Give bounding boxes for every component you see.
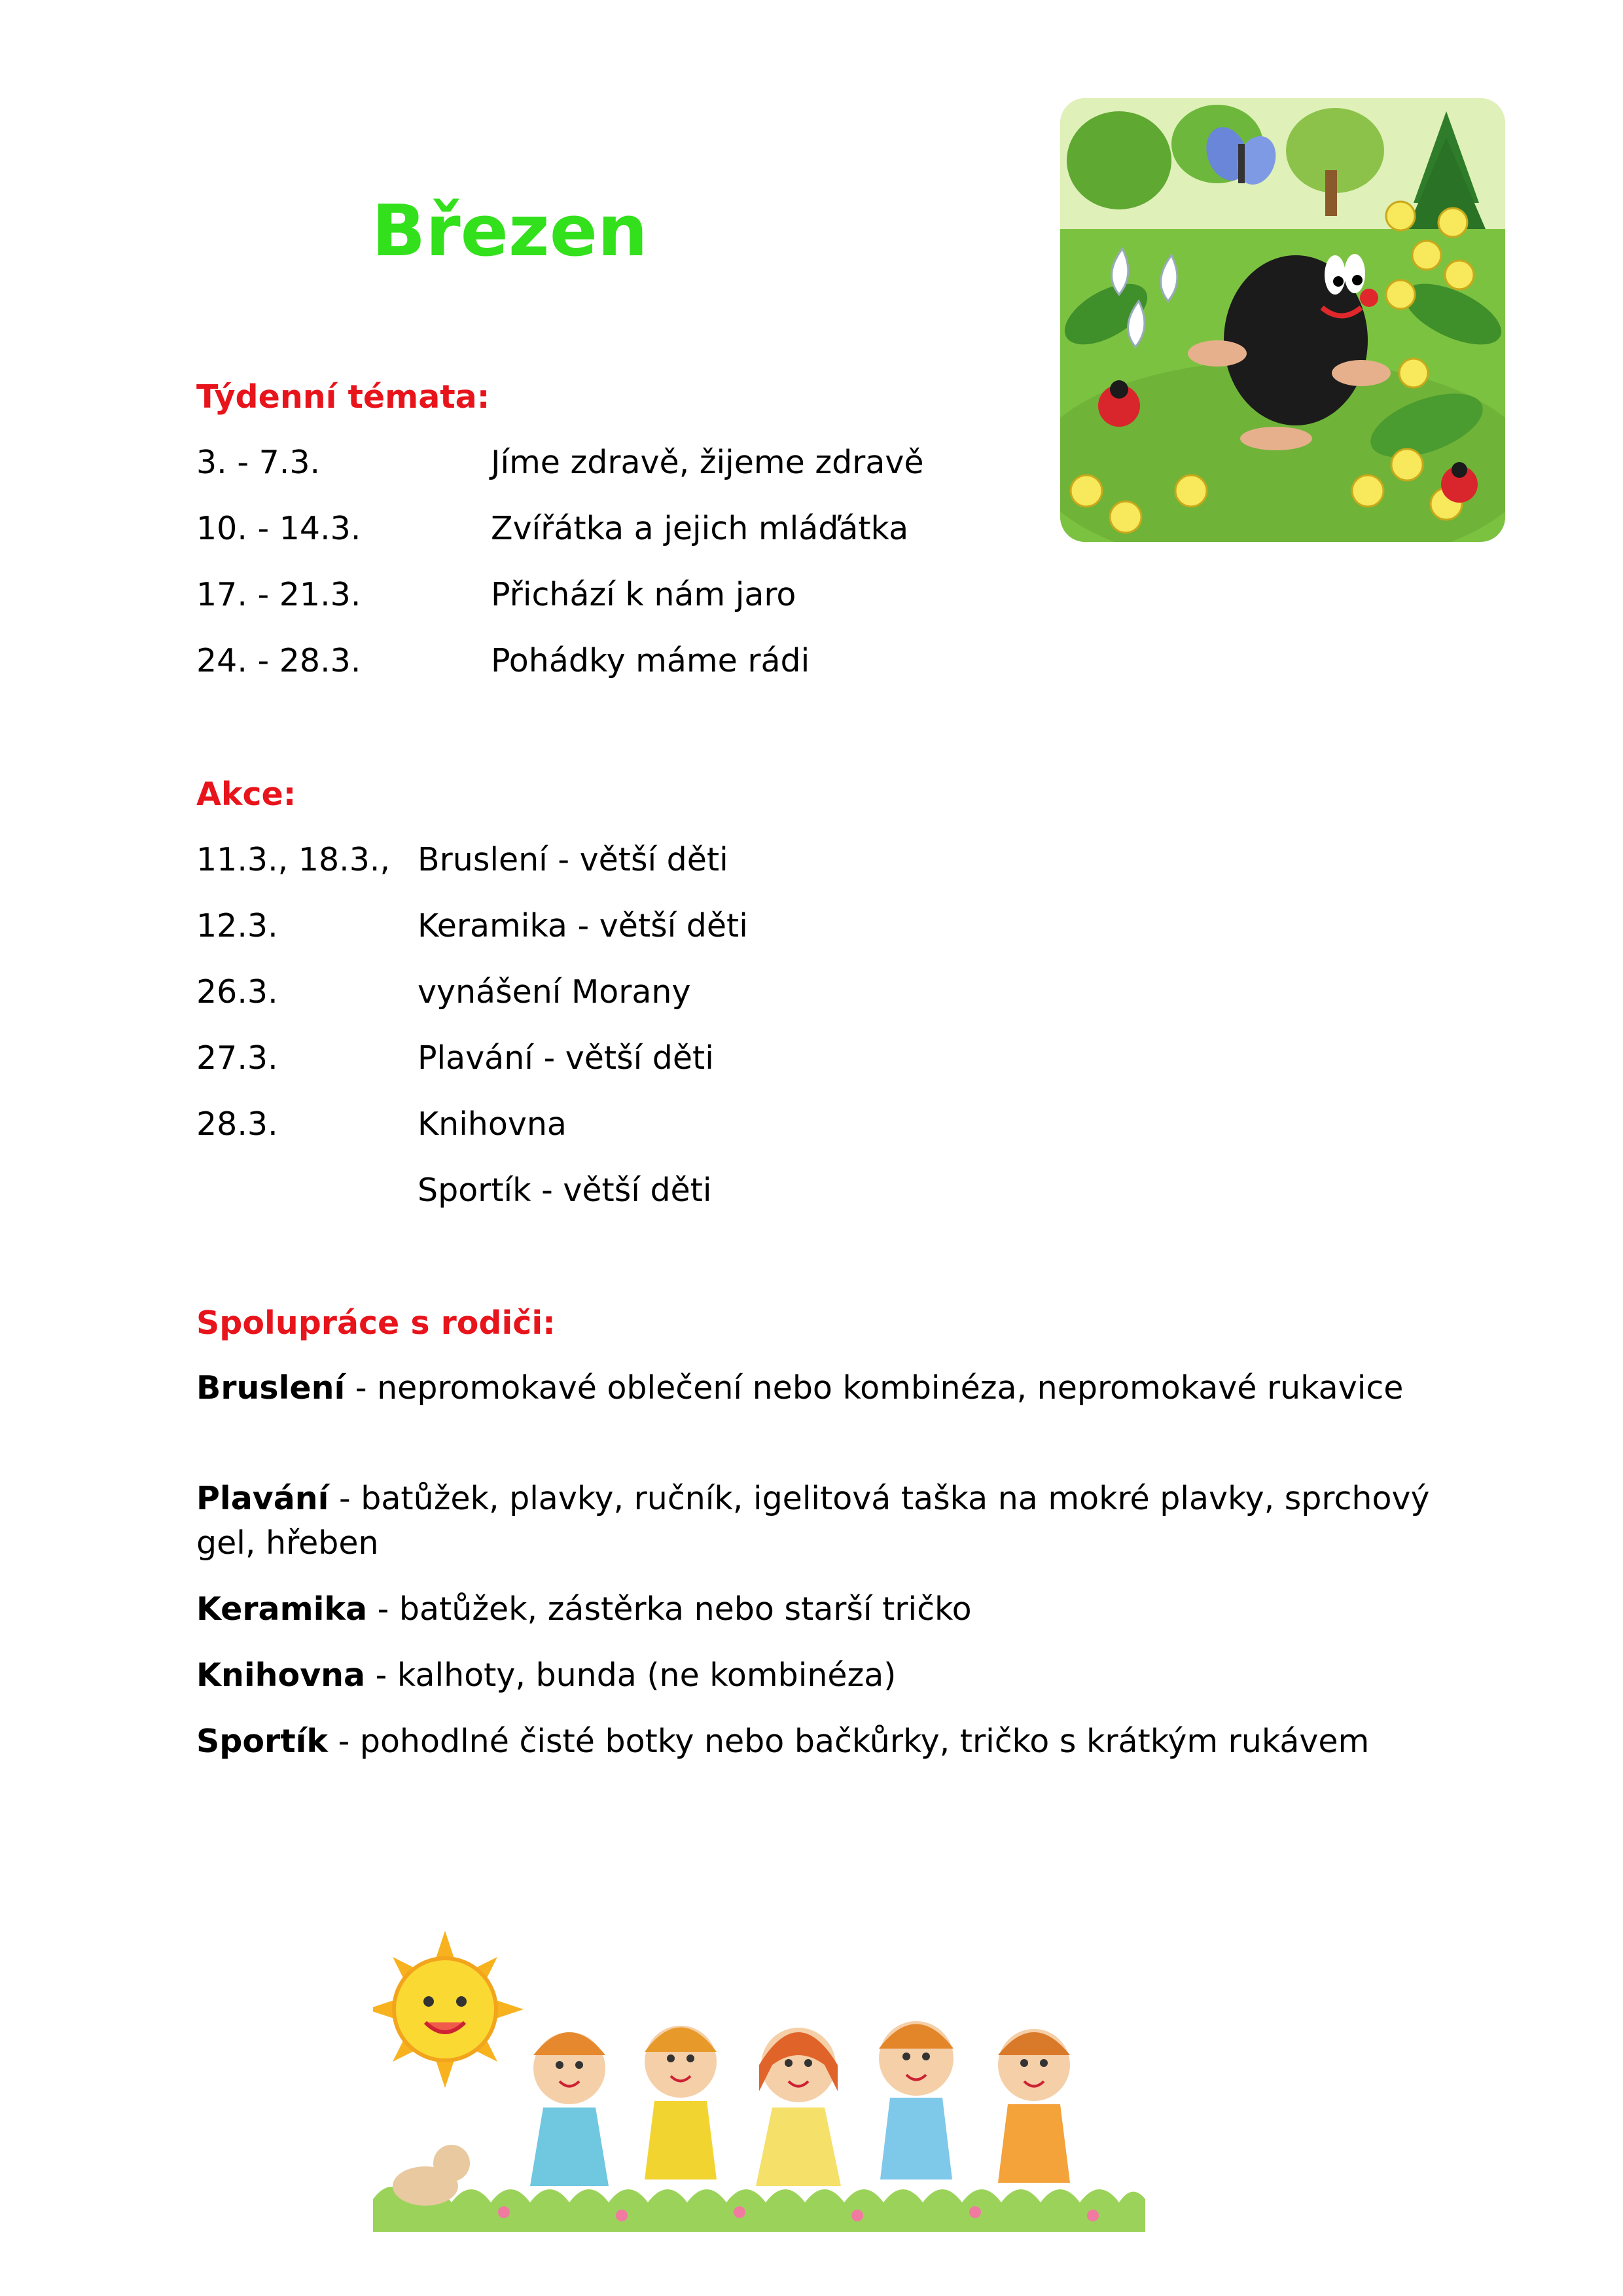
week-dates: 3. - 7.3. bbox=[196, 444, 321, 481]
event-name: Keramika - větší děti bbox=[418, 907, 748, 944]
week-dates: 24. - 28.3. bbox=[196, 642, 361, 679]
parents-tip bbox=[196, 1366, 1440, 1410]
week-topic: Pohádky máme rádi bbox=[491, 642, 810, 679]
parents-heading: Spolupráce s rodiči: bbox=[196, 1304, 556, 1342]
event-dates: 26.3. bbox=[196, 973, 278, 1011]
tip-activity: Sportík bbox=[196, 1723, 329, 1760]
parents-tip bbox=[196, 1587, 1440, 1632]
parents-tip bbox=[196, 1477, 1440, 1566]
events-heading: Akce: bbox=[196, 776, 296, 813]
event-name: Bruslení - větší děti bbox=[418, 841, 728, 878]
event-dates: 28.3. bbox=[196, 1105, 278, 1143]
tip-text: - batůžek, plavky, ručník, igelitová taška na mokré plavky, sprchový gel, hřeben bbox=[196, 1480, 1430, 1562]
mole-meadow-illustration bbox=[1060, 98, 1505, 542]
event-name: Plavání - větší děti bbox=[418, 1039, 714, 1077]
week-dates: 17. - 21.3. bbox=[196, 576, 361, 613]
week-topic: Jíme zdravě, žijeme zdravě bbox=[491, 444, 924, 481]
event-name: vynášení Morany bbox=[418, 973, 691, 1011]
tip-text: - kalhoty, bunda (ne kombinéza) bbox=[365, 1657, 897, 1694]
sun-icon bbox=[373, 1931, 524, 2088]
tip-activity: Knihovna bbox=[196, 1657, 366, 1694]
event-dates: 27.3. bbox=[196, 1039, 278, 1077]
event-name: Sportík - větší děti bbox=[418, 1172, 712, 1209]
week-dates: 10. - 14.3. bbox=[196, 510, 361, 547]
week-topic: Zvířátka a jejich mláďátka bbox=[491, 510, 909, 547]
children-sun-illustration bbox=[373, 1924, 1145, 2232]
page-title: Březen bbox=[372, 190, 648, 272]
tip-text: - nepromokavé oblečení nebo kombinéza, nepromokavé rukavice bbox=[345, 1369, 1404, 1407]
tip-activity: Keramika bbox=[196, 1590, 368, 1628]
parents-tip bbox=[196, 1719, 1440, 1764]
week-topic: Přichází k nám jaro bbox=[491, 576, 796, 613]
event-name: Knihovna bbox=[418, 1105, 567, 1143]
event-dates: 12.3. bbox=[196, 907, 278, 944]
weekly-topics-heading: Týdenní témata: bbox=[196, 378, 490, 416]
tip-activity: Bruslení bbox=[196, 1369, 346, 1407]
tip-text: - pohodlné čisté botky nebo bačkůrky, tričko s krátkým rukávem bbox=[328, 1723, 1370, 1760]
tip-text: - batůžek, zástěrka nebo starší tričko bbox=[367, 1590, 972, 1628]
event-dates: 11.3., 18.3., bbox=[196, 841, 391, 878]
parents-tip bbox=[196, 1653, 1440, 1698]
tip-activity: Plavání bbox=[196, 1480, 329, 1517]
